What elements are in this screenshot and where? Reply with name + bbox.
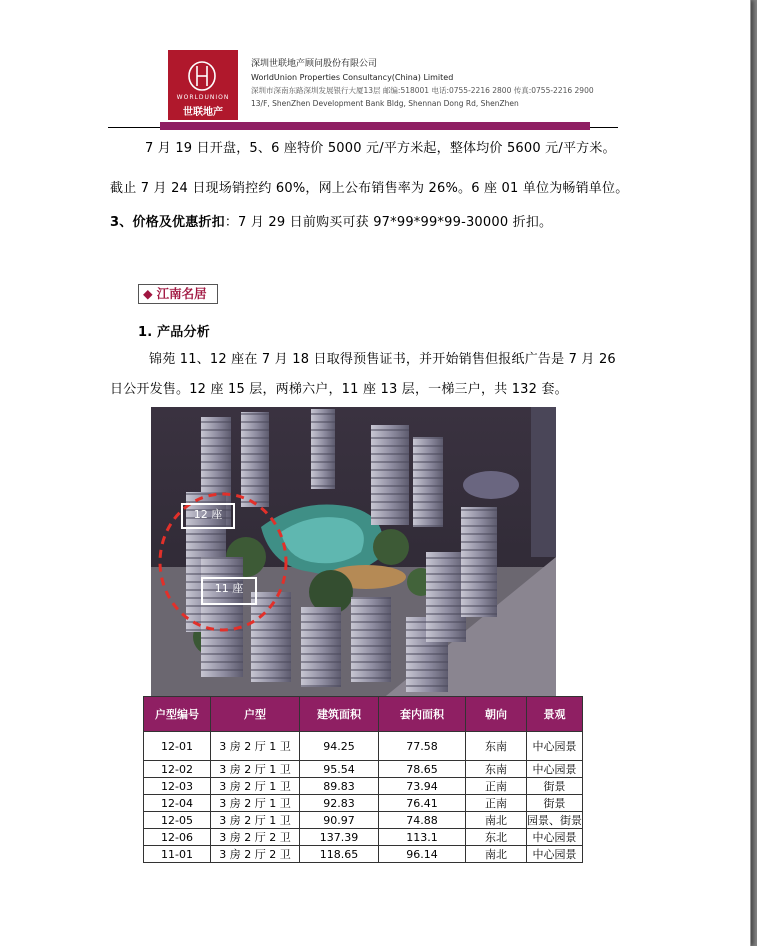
cell-net-area: 78.65 <box>379 761 466 778</box>
cell-layout: 3 房 2 厅 1 卫 <box>211 812 300 829</box>
header-accent-bar <box>160 122 590 130</box>
cell-layout: 3 房 2 厅 1 卫 <box>211 732 300 761</box>
company-name-cn: 深圳世联地产顾问股份有限公司 <box>251 59 378 69</box>
cell-layout: 3 房 2 厅 1 卫 <box>211 778 300 795</box>
cell-net-area: 113.1 <box>379 829 466 846</box>
col-orientation: 朝向 <box>466 697 527 732</box>
company-name-en: WorldUnion Properties Consultancy(China) Limited <box>251 73 454 82</box>
cell-unit-no: 12-02 <box>144 761 211 778</box>
logo-english-name: WORLDUNION <box>176 94 230 101</box>
table-row <box>144 812 583 829</box>
table-row <box>144 732 583 761</box>
cell-orientation: 东南 <box>466 761 527 778</box>
cell-gross-area: 94.25 <box>300 732 379 761</box>
worldunion-logo-icon <box>186 60 218 92</box>
company-logo <box>168 50 238 120</box>
cell-layout: 3 房 2 厅 1 卫 <box>211 795 300 812</box>
cell-unit-no: 12-05 <box>144 812 211 829</box>
cell-view: 街景 <box>527 795 583 812</box>
cell-layout: 3 房 2 厅 1 卫 <box>211 761 300 778</box>
company-address-en: 13/F, ShenZhen Development Bank Bldg, Shennan Dong Rd, ShenZhen <box>251 99 519 108</box>
paragraph-line-2: 日公开发售。12 座 15 层，两梯六户，11 座 13 层，一梯三户，共 132 套。 <box>110 382 568 397</box>
cell-view: 园景、街景 <box>527 812 583 829</box>
cell-view: 中心园景 <box>527 732 583 761</box>
cell-unit-no: 12-01 <box>144 732 211 761</box>
cell-net-area: 96.14 <box>379 846 466 863</box>
cell-unit-no: 12-04 <box>144 795 211 812</box>
col-view: 景观 <box>527 697 583 732</box>
cell-unit-no: 12-06 <box>144 829 211 846</box>
table-row <box>144 846 583 863</box>
subheading-product-analysis: 1. 产品分析 <box>138 325 210 340</box>
cell-orientation: 正南 <box>466 778 527 795</box>
cell-net-area: 76.41 <box>379 795 466 812</box>
cell-orientation: 东南 <box>466 732 527 761</box>
cell-net-area: 73.94 <box>379 778 466 795</box>
cell-view: 中心园景 <box>527 761 583 778</box>
table-header-row <box>144 697 583 732</box>
table-row <box>144 829 583 846</box>
cell-orientation: 正南 <box>466 795 527 812</box>
cell-orientation: 南北 <box>466 812 527 829</box>
body-line-sales: 截止 7 月 24 日现场销控约 60%，网上公布销售率为 26%。6 座 01 单位为畅销单位。 <box>110 181 629 196</box>
col-unit-no: 户型编号 <box>144 697 211 732</box>
cell-gross-area: 89.83 <box>300 778 379 795</box>
cell-gross-area: 92.83 <box>300 795 379 812</box>
body-line-discount <box>110 211 552 230</box>
table-row <box>144 778 583 795</box>
diamond-bullet-icon: ◆ <box>143 286 153 301</box>
cell-orientation: 东北 <box>466 829 527 846</box>
cell-layout: 3 房 2 厅 2 卫 <box>211 829 300 846</box>
body-line-opening: 7 月 19 日开盘，5、6 座特价 5000 元/平方米起，整体均价 5600 元/平方米。 <box>145 141 616 156</box>
cell-net-area: 74.88 <box>379 812 466 829</box>
cell-unit-no: 12-03 <box>144 778 211 795</box>
aerial-rendering-image <box>151 407 556 700</box>
table-row <box>144 795 583 812</box>
unit-type-table <box>143 696 583 863</box>
discount-label: 3、价格及优惠折扣 <box>110 215 225 230</box>
cell-view: 中心园景 <box>527 829 583 846</box>
col-net-area: 套内面积 <box>379 697 466 732</box>
paragraph-line-1: 锦苑 11、12 座在 7 月 18 日取得预售证书，并开始销售但报纸广告是 7 月 26 <box>149 352 616 367</box>
cell-view: 街景 <box>527 778 583 795</box>
company-address-cn: 深圳市深南东路深圳发展银行大厦13层 邮编:518001 电话:0755-2216 2800 传真:0755-2216 2900 <box>251 86 594 95</box>
cell-orientation: 南北 <box>466 846 527 863</box>
cell-gross-area: 90.97 <box>300 812 379 829</box>
table-row <box>144 761 583 778</box>
cell-unit-no: 11-01 <box>144 846 211 863</box>
discount-text: ：7 月 29 日前购买可获 97*99*99*99-30000 折扣。 <box>224 215 553 230</box>
cell-gross-area: 118.65 <box>300 846 379 863</box>
company-info <box>251 58 594 110</box>
section-heading-jiangnan <box>138 284 218 304</box>
cell-view: 中心园景 <box>527 846 583 863</box>
cell-net-area: 77.58 <box>379 732 466 761</box>
logo-chinese-name: 世联地产 <box>183 107 223 118</box>
cell-layout: 3 房 2 厅 2 卫 <box>211 846 300 863</box>
cell-gross-area: 95.54 <box>300 761 379 778</box>
section-title: 江南名居 <box>156 286 207 301</box>
photo-label-tower-11: 11 座 <box>201 577 257 605</box>
cell-gross-area: 137.39 <box>300 829 379 846</box>
photo-label-tower-12: 12 座 <box>181 503 235 529</box>
col-gross-area: 建筑面积 <box>300 697 379 732</box>
col-layout: 户型 <box>211 697 300 732</box>
